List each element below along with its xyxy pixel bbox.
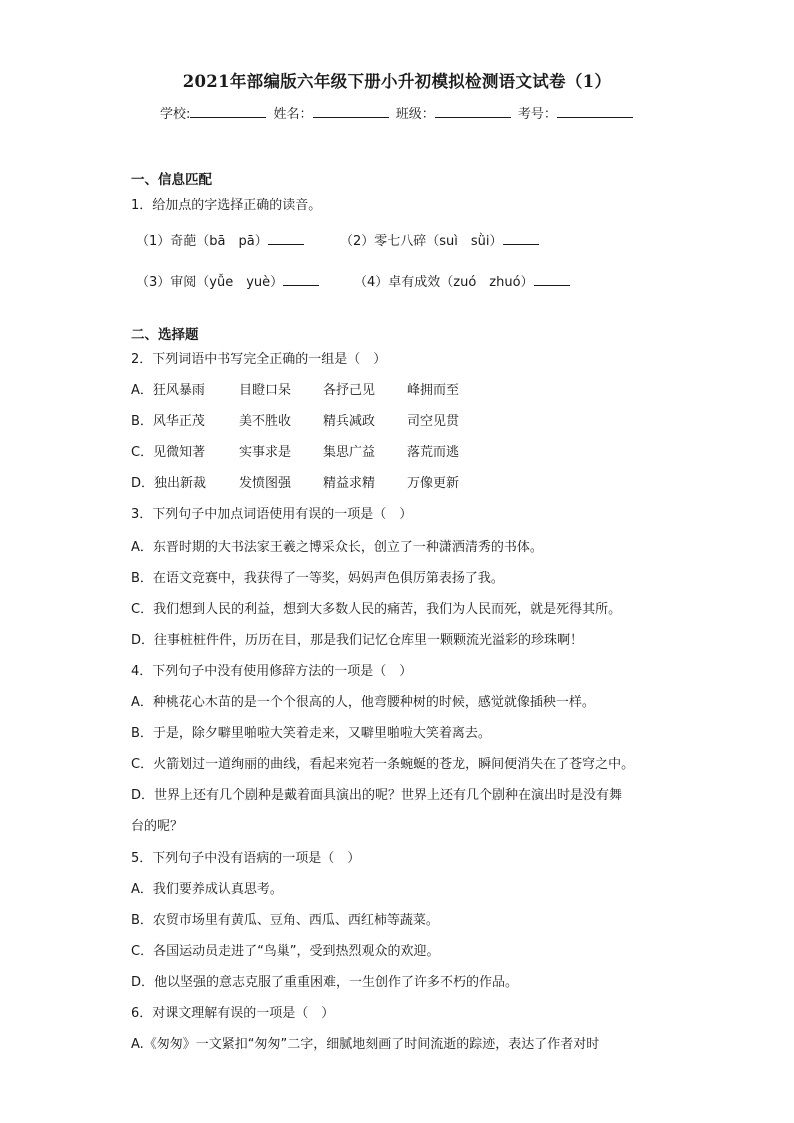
option-word: 精兵减政: [323, 414, 376, 429]
option-word: 发愤图强: [239, 476, 292, 491]
option-word: D．独出新裁: [131, 476, 207, 491]
q5-option-c[interactable]: C．各国运动员走进了“鸟巢”，受到热烈观众的欢迎。: [131, 944, 440, 959]
q1-item-3: [136, 271, 319, 290]
option-word: C．见微知著: [131, 445, 206, 460]
option-word: 司空见贯: [407, 414, 460, 429]
q2-option-a[interactable]: [131, 379, 491, 398]
option-word: 落荒而逃: [407, 445, 460, 460]
q2-option-b[interactable]: [131, 410, 491, 429]
option-word: 美不胜收: [239, 414, 292, 429]
q4-option-d[interactable]: D．世界上还有几个剧种是戴着面具演出的呢？世界上还有几个剧种在演出时是没有舞: [131, 788, 623, 803]
section-heading-1: 一、信息匹配: [131, 172, 212, 188]
option-word: 实事求是: [239, 445, 292, 460]
class-blank[interactable]: [435, 105, 511, 118]
q5-option-b[interactable]: B．农贸市场里有黄瓜、豆角、西瓜、西红柿等蔬菜。: [131, 913, 439, 928]
answer-blank[interactable]: [503, 233, 539, 245]
q4-option-a[interactable]: A．种桃花心木苗的是一个个很高的人，他弯腰种树的时候，感觉就像插秧一样。: [131, 695, 595, 710]
number-label: 考号：: [517, 107, 557, 122]
q2-option-d[interactable]: [131, 472, 491, 491]
q4-stem: 4．下列句子中没有使用修辞方法的一项是（ ）: [131, 664, 413, 679]
q3-stem: 3．下列句子中加点词语使用有误的一项是（ ）: [131, 507, 413, 522]
q6-stem: 6．对课文理解有误的一项是（ ）: [131, 1006, 335, 1021]
school-blank[interactable]: [190, 105, 266, 118]
q5-option-a[interactable]: A．我们要养成认真思考。: [131, 882, 283, 897]
option-word: 精益求精: [323, 476, 376, 491]
q6-option-a[interactable]: A.《匆匆》一文紧扣“匆匆”二字，细腻地刻画了时间流逝的踪迹，表达了作者对时: [131, 1037, 600, 1052]
q4-option-c[interactable]: C．火箭划过一道绚丽的曲线，看起来宛若一条蜿蜒的苍龙，瞬间便消失在了苍穹之中。: [131, 757, 635, 772]
q1-item-1-text: （1）奇葩（bā pā）: [136, 234, 268, 249]
option-word: 峰拥而至: [407, 383, 460, 398]
q5-stem: 5．下列句子中没有语病的一项是（ ）: [131, 851, 361, 866]
q1-item-4-text: （4）卓有成效（zuó zhuó）: [354, 275, 534, 290]
q1-item-2: [340, 230, 539, 249]
answer-blank[interactable]: [283, 274, 319, 286]
option-word: 集思广益: [323, 445, 376, 460]
option-word: A．狂风暴雨: [131, 383, 205, 398]
q3-option-b[interactable]: B．在语文竞赛中，我获得了一等奖，妈妈声色俱厉第表扬了我。: [131, 571, 504, 586]
q1-stem: 1．给加点的字选择正确的读音。: [131, 198, 322, 213]
page-title: 2021年部编版六年级下册小升初模拟检测语文试卷（1）: [182, 72, 612, 91]
number-blank[interactable]: [557, 105, 633, 118]
name-blank[interactable]: [313, 105, 389, 118]
name-label: 姓名：: [273, 107, 313, 122]
answer-blank[interactable]: [534, 274, 570, 286]
q4-option-d-cont: 台的呢？: [131, 819, 184, 834]
q1-item-2-text: （2）零七八碎（suì sǜi）: [340, 234, 503, 249]
q5-option-d[interactable]: D．他以坚强的意志克服了重重困难，一生创作了许多不朽的作品。: [131, 975, 519, 990]
school-label: 学校:: [160, 107, 191, 122]
q1-item-4: [354, 271, 570, 290]
student-info-row: [160, 103, 636, 122]
option-word: 各抒己见: [323, 383, 376, 398]
option-word: 万像更新: [407, 476, 460, 491]
option-word: 目瞪口呆: [239, 383, 292, 398]
answer-blank[interactable]: [268, 233, 304, 245]
q1-item-3-text: （3）审阅（yǚe yuè）: [136, 275, 284, 290]
q3-option-d[interactable]: D．往事桩桩件件，历历在目，那是我们记忆仓库里一颗颗流光溢彩的珍珠啊！: [131, 633, 584, 648]
q2-stem: 2．下列词语中书写完全正确的一组是（ ）: [131, 352, 387, 367]
q1-item-1: [136, 230, 304, 249]
q4-option-b[interactable]: B．于是，除夕噼里啪啦大笑着走来，又噼里啪啦大笑着离去。: [131, 726, 491, 741]
section-heading-2: 二、选择题: [131, 327, 199, 343]
option-word: B．风华正茂: [131, 414, 205, 429]
q2-option-c[interactable]: [131, 441, 491, 460]
q3-option-c[interactable]: C．我们想到人民的利益，想到大多数人民的痛苦，我们为人民而死，就是死得其所。: [131, 602, 622, 617]
q3-option-a[interactable]: A．东晋时期的大书法家王羲之博采众长，创立了一种潇洒清秀的书体。: [131, 540, 543, 555]
class-label: 班级：: [395, 107, 435, 122]
